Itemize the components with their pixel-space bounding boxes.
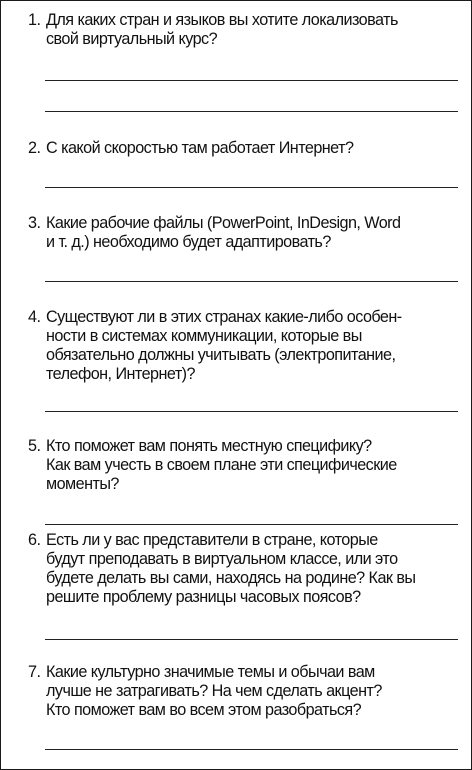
question-number: 5.	[28, 437, 41, 455]
answer-line[interactable]	[45, 281, 458, 282]
question-text: Существуют ли в этих странах какие-либо особен- ности в системах коммуникации, которые вы обязательно должны учитывать (электропитание, телефон, Интернет)?	[46, 308, 402, 383]
question-3	[28, 214, 460, 252]
question-number: 6.	[28, 531, 41, 549]
question-text: С какой скоростью там работает Интернет?	[46, 139, 354, 157]
question-5	[28, 437, 460, 494]
question-2	[28, 139, 460, 158]
answer-line[interactable]	[45, 111, 458, 112]
answer-line[interactable]	[45, 749, 458, 750]
question-number: 1.	[28, 11, 41, 29]
question-text: Какие рабочие файлы (PowerPoint, InDesign, Word и т. д.) необходимо будет адаптировать?	[46, 214, 401, 251]
question-text: Кто поможет вам понять местную специфику? Как вам учесть в своем плане эти специфические моменты?	[46, 437, 397, 493]
question-text: Какие культурно значимые темы и обычаи вам лучше не затрагивать? На чем сделать акцент? Кто поможет вам во всем этом разобраться?	[46, 663, 382, 719]
question-number: 2.	[28, 139, 41, 157]
answer-line[interactable]	[45, 411, 458, 412]
answer-line[interactable]	[45, 80, 458, 81]
question-text: Есть ли у вас представители в стране, которые будут преподавать в виртуальном классе, или это будете делать вы сами, находясь на родине? Как вы решите проблему разницы часовых поясов?	[46, 531, 416, 606]
question-text: Для каких стран и языков вы хотите локализовать свой виртуальный курс?	[46, 11, 398, 48]
question-1	[28, 11, 460, 49]
question-4	[28, 308, 460, 384]
answer-line[interactable]	[45, 524, 458, 525]
question-number: 3.	[28, 214, 41, 232]
question-number: 4.	[28, 308, 41, 326]
answer-line[interactable]	[45, 187, 458, 188]
answer-line[interactable]	[45, 639, 458, 640]
question-number: 7.	[28, 663, 41, 681]
question-7	[28, 663, 460, 720]
question-6	[28, 531, 460, 607]
